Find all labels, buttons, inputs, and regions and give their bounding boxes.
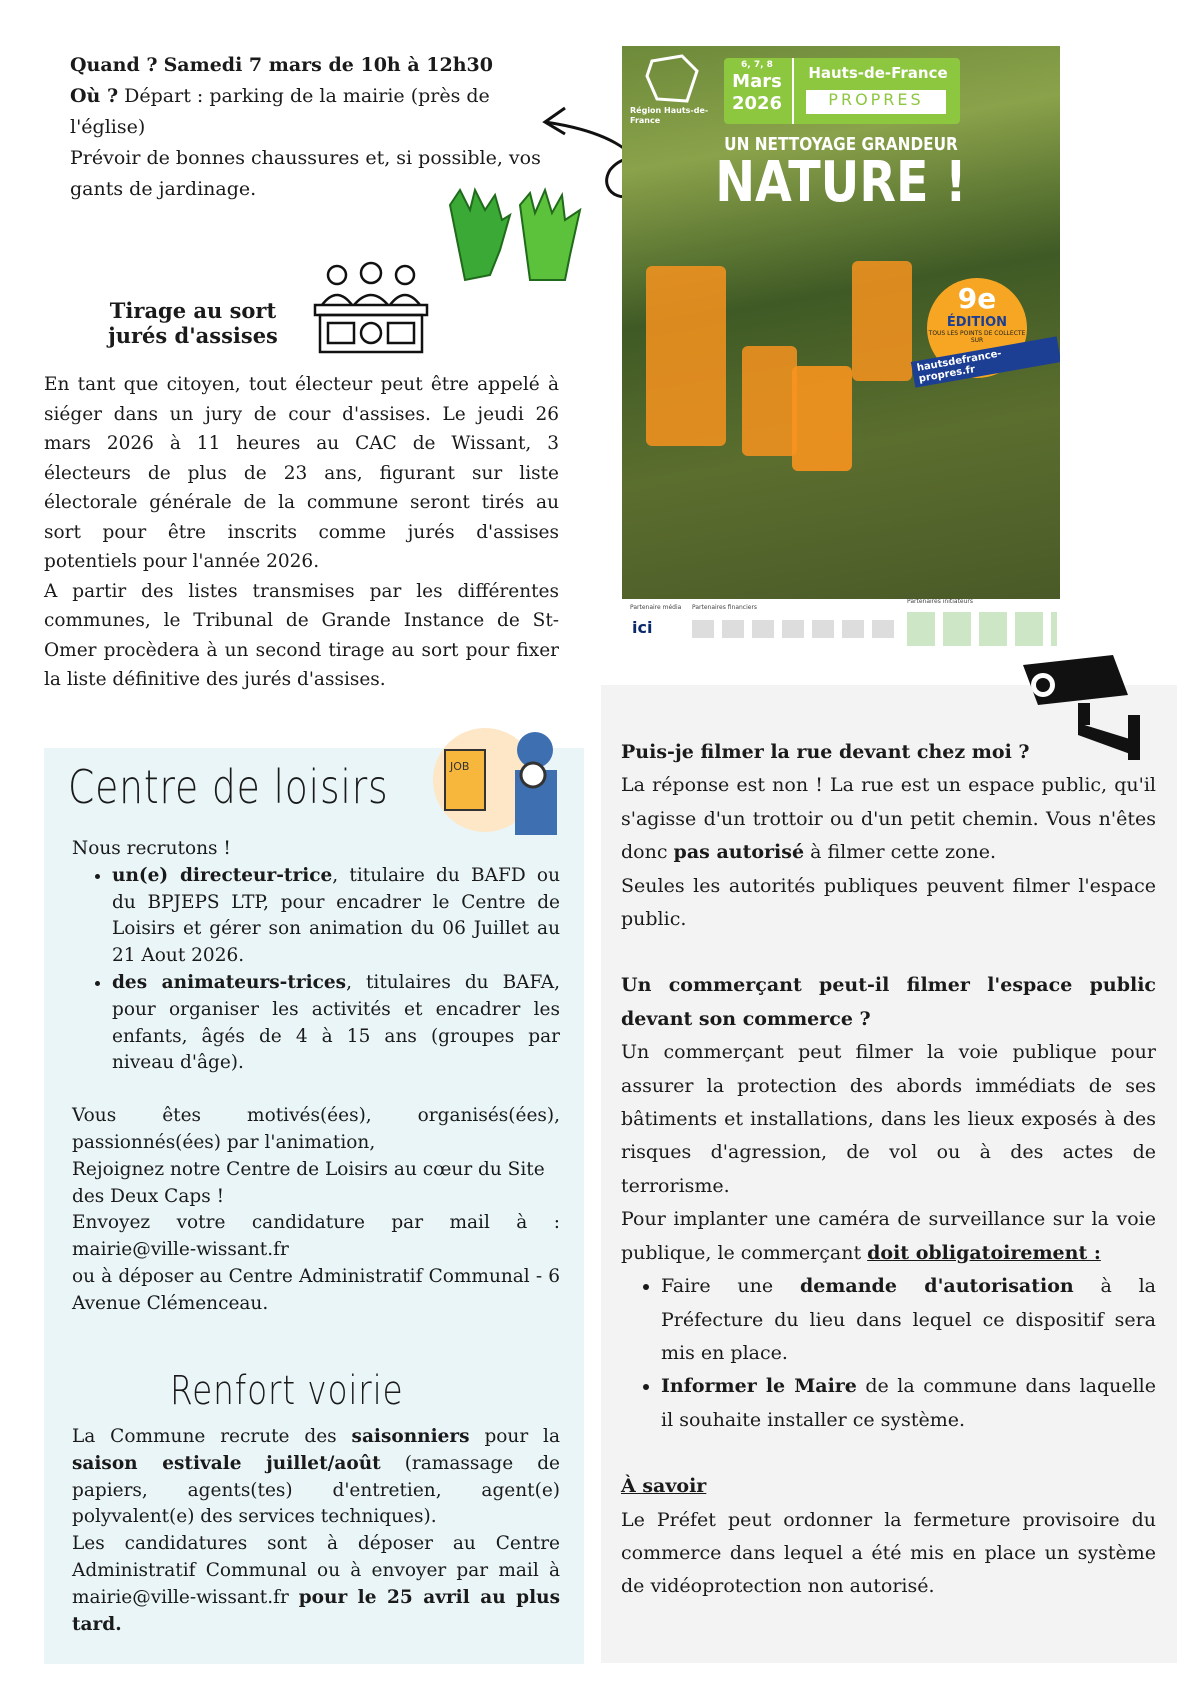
text: saison estivale juillet/août xyxy=(72,1452,381,1474)
where-label: Où ? xyxy=(70,85,119,107)
text: à la Préfecture du lieu dans lequel ce dispositif sera mis en place. xyxy=(661,1275,1157,1364)
leisure-address: ou à déposer au Centre Administratif Communal - 6 Avenue Clémenceau. xyxy=(72,1265,560,1314)
edition-label: ÉDITION xyxy=(946,315,1008,330)
answer: Seules les autorités publiques peuvent filmer l'espace public. xyxy=(621,874,1156,931)
text: La réponse est non ! La rue est un espace public, qu'il s'agisse d'un trottoir ou d'un petit chemin. Vous n'êtes donc xyxy=(621,774,1156,864)
job-item xyxy=(112,863,560,970)
text: à filmer cette zone. xyxy=(804,841,996,864)
text: (ramassage de papiers, agents(tes) d'entretien, agent(e) polyvalent(e) des services techniques). xyxy=(72,1452,560,1528)
jury-paragraph: A partir des listes transmises par les différentes communes, le Tribunal de Grande Instance de St-Omer procèdera à un second tirage au sort pour fixer la liste définitive des jurés d'assises. xyxy=(44,580,559,690)
badge-divider xyxy=(792,58,794,124)
event-advice: Prévoir de bonnes chaussures et, si possible, vos gants de jardinage. xyxy=(70,147,541,200)
job-title: un(e) directeur-trice xyxy=(112,864,333,886)
text: La Commune recrute des xyxy=(72,1426,352,1447)
renfort-body xyxy=(72,1424,560,1638)
person-vest xyxy=(852,261,912,381)
leisure-title: Centre de loisirs xyxy=(68,760,389,814)
jury-title: Tirage au sort jurés d'assises xyxy=(108,298,278,348)
job-desc: , titulaires du BAFA, pour organiser les activités et encadrer les enfants, âgés de 4 à 15 ans (groupes par niveau d'âge). xyxy=(112,971,560,1074)
question-heading: Un commerçant peut-il filmer l'espace public devant son commerce ? xyxy=(621,974,1156,1030)
answer xyxy=(621,1203,1156,1270)
region-label: Région Hauts-de-France xyxy=(630,106,709,125)
poster-url: hautsdefrance-propres.fr xyxy=(911,336,1060,387)
text: doit obligatoirement : xyxy=(867,1241,1101,1264)
leisure-contact: Envoyez votre candidature par mail à : mairie@ville-wissant.fr xyxy=(72,1212,560,1261)
camera-body xyxy=(621,736,1156,1604)
poster-brand: Hauts-de-France xyxy=(808,64,948,82)
text: pour la xyxy=(469,1426,560,1447)
poster-brand-sub: PROPRES xyxy=(806,90,946,114)
jury-court-icon xyxy=(312,260,430,355)
text: saisonniers xyxy=(351,1426,470,1447)
person-vest xyxy=(742,346,797,456)
partners-init-label: Partenaires initiateurs xyxy=(907,598,974,605)
renfort-paragraph xyxy=(72,1531,560,1638)
job-item xyxy=(112,970,560,1077)
text: Faire une xyxy=(661,1275,800,1298)
event-location: Départ : parking de la mairie (près de l'église) xyxy=(70,85,490,138)
edition-sub: TOUS LES POINTS DE COLLECTE SUR xyxy=(928,330,1026,344)
job-search-icon xyxy=(415,725,575,843)
poster-tagline: UN NETTOYAGE GRANDEUR xyxy=(724,134,958,155)
renfort-title: Renfort voirie xyxy=(170,1368,404,1414)
jury-paragraph: En tant que citoyen, tout électeur peut être appelé à siéger dans un jury de cour d'assises. Le jeudi 26 mars 2026 à 11 heures au CAC de Wissant, 3 électeurs de plus de 23 ans, figurant sur liste électorale générale de la commune seront tirés au sort pour être inscrits comme jurés d'assises potentiels pour l'année 2026. xyxy=(44,374,559,572)
text: Informer le Maire xyxy=(661,1375,857,1398)
question-heading: Puis-je filmer la rue devant chez moi ? xyxy=(621,741,1030,763)
leisure-body xyxy=(72,836,560,1318)
answer xyxy=(621,769,1156,869)
poster-month: Mars xyxy=(732,71,782,92)
text: pour le 25 avril au plus tard. xyxy=(72,1586,560,1635)
poster-year: 2026 xyxy=(731,93,783,114)
partners-strip xyxy=(622,598,1060,652)
partners-media-label: Partenaire média xyxy=(630,604,682,611)
when-label: Quand ? xyxy=(70,54,158,76)
text: Pour implanter une caméra de surveillance sur la voie publique, le commerçant xyxy=(621,1208,1156,1264)
requirement-item xyxy=(661,1270,1156,1370)
know-heading: À savoir xyxy=(621,1475,707,1498)
region-logo-icon xyxy=(642,51,702,106)
job-label: JOB xyxy=(450,760,470,773)
person-vest xyxy=(646,266,726,446)
event-date: Samedi 7 mars de 10h à 12h30 xyxy=(163,54,493,76)
partners-fin-label: Partenaires financiers xyxy=(692,604,758,611)
text: de la commune dans laquelle il souhaite installer ce système. xyxy=(661,1375,1156,1431)
edition-number: 9e xyxy=(957,282,997,315)
event-poster xyxy=(622,46,1060,599)
leisure-paragraph: Rejoignez notre Centre de Loisirs au cœur du Site des Deux Caps ! xyxy=(72,1158,545,1207)
job-title: des animateurs-trices xyxy=(112,971,347,993)
event-info xyxy=(70,50,550,205)
person-vest xyxy=(792,366,852,471)
partner-logos xyxy=(692,620,902,638)
text: pas autorisé xyxy=(673,841,805,864)
gardening-gloves-icon xyxy=(440,185,590,290)
poster-badge xyxy=(724,58,960,124)
know-text: Le Préfet peut ordonner la fermeture provisoire du commerce dans lequel a été mis en place un système de vidéoprotection non autorisé. xyxy=(621,1508,1156,1598)
leisure-paragraph: Vous êtes motivés(ées), organisés(ées), passionnés(ées) par l'animation, xyxy=(72,1105,560,1153)
requirement-item xyxy=(661,1370,1156,1437)
jury-text xyxy=(44,370,559,695)
renfort-paragraph xyxy=(72,1424,560,1531)
partner-logos xyxy=(907,612,1057,646)
poster-dates: 6, 7, 8 xyxy=(741,60,773,70)
text: demande d'autorisation xyxy=(799,1275,1074,1298)
job-desc: , titulaire du BAFD ou du BPJEPS LTP, pour encadrer le Centre de Loisirs et gérer son animation du 06 Juillet au 21 Aout 2026. xyxy=(112,864,560,967)
answer: Un commerçant peut filmer la voie publique pour assurer la protection des abords immédiats de ses bâtiments et installations, dans les lieux exposés à des risques d'agression, de vol ou à des actes de terrorisme. xyxy=(621,1041,1156,1197)
media-logo: ici xyxy=(632,618,653,637)
leisure-intro: Nous recrutons ! xyxy=(72,838,231,859)
text: Les candidatures sont à déposer au Centre Administratif Communal ou à envoyer par mail à mairie@ville-wissant.fr xyxy=(72,1533,560,1608)
poster-headline: NATURE ! xyxy=(715,150,967,215)
